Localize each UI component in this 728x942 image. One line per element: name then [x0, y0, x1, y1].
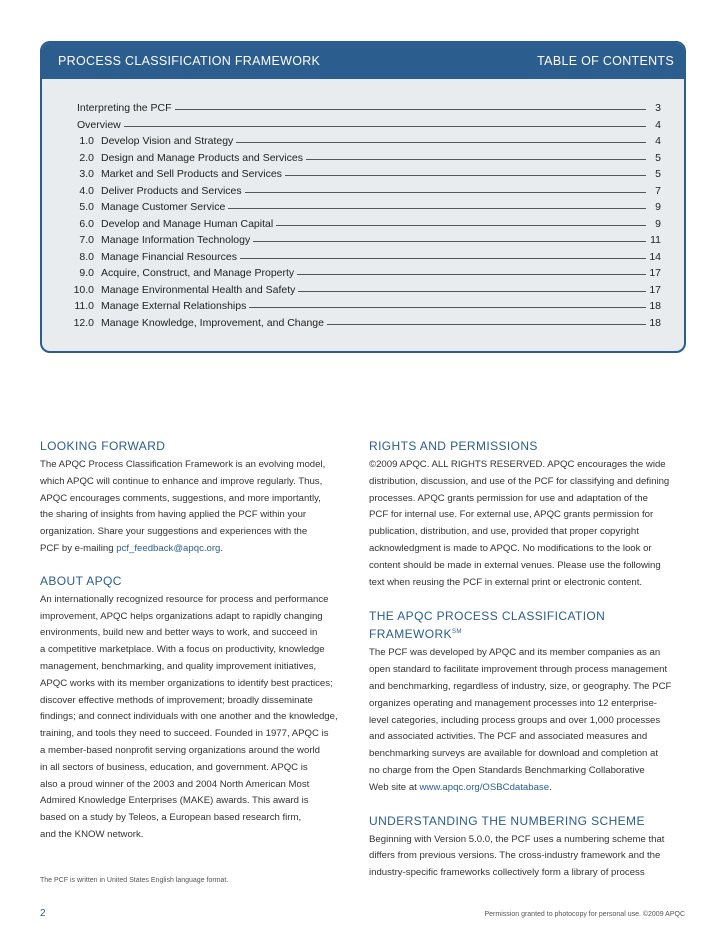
toc-entry-page: 4 [655, 135, 661, 147]
right-column [369, 438, 689, 882]
looking-forward-heading: LOOKING FORWARD [40, 439, 166, 453]
toc-entry[interactable] [72, 135, 661, 152]
page-number: 2 [40, 908, 46, 919]
toc-entry-page: 7 [655, 184, 661, 197]
toc-entry[interactable] [72, 251, 661, 268]
toc-entry-number: 1.0 [79, 135, 94, 147]
toc-entry-label: Design and Manage Products and Services [101, 151, 303, 164]
pcf-section [369, 608, 689, 796]
toc-title: TABLE OF CONTENTS [537, 54, 674, 68]
toc-leader-line [240, 258, 646, 259]
toc-entry-label: Manage Customer Service [101, 201, 226, 213]
toc-leader-line [249, 307, 646, 308]
toc-header [42, 43, 684, 79]
toc-entry[interactable] [72, 152, 661, 169]
feedback-email-link[interactable]: pcf_feedback@apqc.org [116, 542, 221, 554]
toc-list [72, 102, 661, 333]
toc-entry-label: Develop and Manage Human Capital [101, 217, 274, 230]
toc-entry-number: 3.0 [79, 168, 94, 180]
toc-entry[interactable] [72, 102, 661, 119]
permission-footer: Permission granted to photocopy for personal use. ©2009 APQC [484, 911, 685, 918]
pcf-text: The PCF was developed by APQC and its member companies as an open standard to facilitate improvement through process management and benchmarking, regardless of industry, size, or geography. The PCF organizes operating and management processes into 12 enterprise- level categories, including process groups and over 1,000 processes and associated activities. The PCF and associated measures and benchmarking surveys are available for download and completion at no charge from the Open Standards Benchmarking Collaborative Web site at www.apqc.org/OSBCdatabase. [369, 647, 672, 793]
toc-entry[interactable] [72, 300, 661, 317]
toc-entry-page: 14 [649, 250, 661, 263]
toc-entry-label: Manage Knowledge, Improvement, and Change [101, 316, 324, 329]
rights-text: ©2009 APQC. ALL RIGHTS RESERVED. APQC encourages the wide distribution, discussion, and use of the PCF for classifying and defining processes. APQC grants permission for use and adaptation of the PCF for internal use. For external use, APQC grants permission for publication, distribution, and use, provided that proper copyright acknowledgment is made to APQC. No modifications to the look or content should be made in external venues. Please use the following text when reusing the PCF in external print or electronic content. [369, 459, 670, 588]
toc-entry[interactable] [72, 234, 661, 251]
toc-leader-line [245, 192, 646, 193]
language-footnote: The PCF is written in United States English language format. [40, 877, 229, 884]
toc-entry[interactable] [72, 284, 661, 301]
toc-entry-label: Develop Vision and Strategy [101, 135, 234, 147]
toc-entry-page: 17 [649, 267, 661, 279]
rights-section [369, 438, 689, 591]
about-heading: ABOUT APQC [40, 573, 122, 588]
left-column [40, 438, 345, 844]
toc-entry[interactable] [72, 119, 661, 136]
toc-entry-label: Overview [77, 118, 121, 131]
pcf-heading: THE APQC PROCESS CLASSIFICATION FRAMEWORK℠ [369, 609, 606, 642]
toc-entry-number: 6.0 [79, 217, 94, 230]
numbering-heading: UNDERSTANDING THE NUMBERING SCHEME [369, 813, 645, 828]
toc-leader-line [327, 324, 646, 325]
toc-leader-line [175, 109, 646, 110]
toc-entry-page: 9 [655, 217, 661, 230]
toc-entry-label: Manage Environmental Health and Safety [101, 283, 296, 296]
toc-entry-page: 9 [655, 201, 661, 213]
rights-heading: RIGHTS AND PERMISSIONS [369, 439, 538, 453]
toc-entry-number: 11.0 [74, 300, 94, 312]
toc-leader-line [276, 225, 646, 226]
toc-entry-page: 17 [649, 283, 661, 296]
toc-entry-label: Deliver Products and Services [101, 184, 242, 197]
toc-entry-label: Manage Financial Resources [101, 250, 237, 263]
toc-entry-label: Manage Information Technology [101, 234, 251, 246]
toc-entry-number: 9.0 [79, 267, 94, 279]
about-section [40, 573, 345, 844]
toc-entry-number: 2.0 [79, 151, 94, 164]
toc-leader-line [124, 126, 646, 127]
toc-entry-number: 12.0 [73, 316, 94, 329]
numbering-text: Beginning with Version 5.0.0, the PCF uses a numbering scheme that differs from previous versions. The cross-industry framework and the industry-specific frameworks collectively form a library of process [369, 833, 665, 879]
toc-entry-page: 11 [650, 234, 661, 246]
toc-leader-line [298, 291, 646, 292]
toc-leader-line [306, 159, 646, 160]
toc-entry[interactable] [72, 267, 661, 284]
toc-leader-line [285, 175, 646, 176]
toc-leader-line [236, 142, 646, 143]
osbc-database-link[interactable]: www.apqc.org/OSBCdatabase [419, 781, 550, 793]
toc-entry-label: Market and Sell Products and Services [101, 168, 282, 180]
toc-entry[interactable] [72, 201, 661, 218]
toc-leader-line [253, 241, 646, 242]
toc-leader-line [228, 208, 646, 209]
about-text: An internationally recognized resource for process and performance improvement, APQC helps organizations adapt to rapidly changing environments, build new and better ways to work, and succeed in a competitive marketplace. With a focus on productivity, knowledge management, benchmarking, and quality improvement initiatives, APQC works with its member organizations to identify best practices; discover effective methods of improvement; broadly disseminate findings; and connect individuals with one another and the knowledge, training, and tools they need to succeed. Founded in 1977, APQC is a member-based nonprofit serving organizations around the world in all sectors of business, education, and government. APQC is also a proud winner of the 2003 and 2004 North American Most Admired Knowledge Enterprises (MAKE) awards. This award is based on a study by Teleos, a European based research firm, and the KNOW network. [40, 593, 338, 840]
toc-leader-line [297, 274, 646, 275]
toc-entry-page: 4 [655, 118, 661, 131]
toc-entry[interactable] [72, 317, 661, 334]
toc-entry-label: Manage External Relationships [101, 300, 247, 312]
toc-entry-page: 18 [649, 300, 661, 312]
toc-entry-number: 7.0 [79, 234, 94, 246]
toc-entry-number: 10.0 [73, 283, 94, 296]
toc-entry-page: 5 [655, 168, 661, 180]
toc-entry[interactable] [72, 185, 661, 202]
toc-entry-number: 8.0 [79, 250, 94, 263]
toc-entry[interactable] [72, 168, 661, 185]
toc-entry-page: 5 [655, 151, 661, 164]
numbering-section [369, 813, 689, 882]
framework-title: PROCESS CLASSIFICATION FRAMEWORK [58, 54, 321, 68]
looking-forward-section [40, 438, 345, 558]
toc-entry-page: 18 [649, 316, 661, 329]
toc-entry-number: 5.0 [79, 201, 94, 213]
looking-forward-text: The APQC Process Classification Framework is an evolving model, which APQC will continue to enhance and improve regularly. Thus, APQC encourages comments, suggestions, and more importantly, the sharing of insights from having applied the PCF within your organization. Share your suggestions and experiences with the PCF by e-mailing pcf_feedback@apqc.org. [40, 459, 326, 554]
table-of-contents-panel [40, 41, 686, 353]
toc-entry-number: 4.0 [79, 184, 94, 197]
toc-entry-label: Interpreting the PCF [77, 102, 172, 114]
toc-entry[interactable] [72, 218, 661, 235]
toc-entry-page: 3 [655, 102, 661, 114]
toc-entry-label: Acquire, Construct, and Manage Property [101, 267, 295, 279]
